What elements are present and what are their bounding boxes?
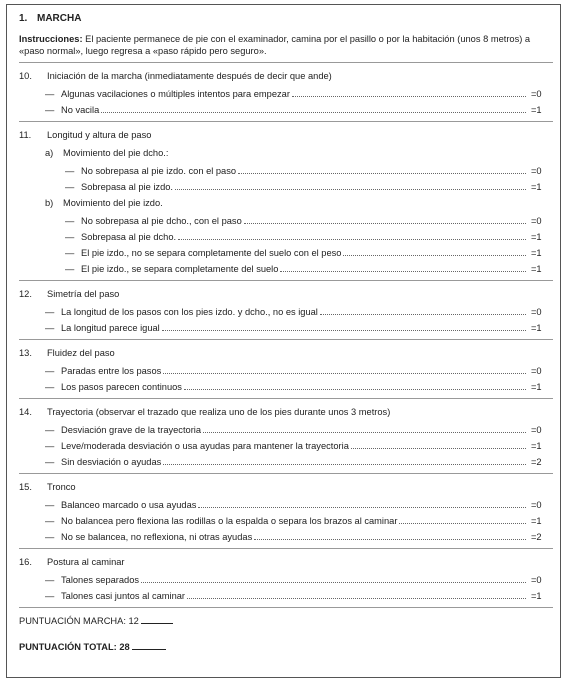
sub-item-title <box>45 197 553 209</box>
option-value: =1 <box>531 248 542 258</box>
option-dash: — <box>45 89 55 99</box>
option-value: =2 <box>531 457 542 467</box>
option-value: =0 <box>531 425 542 435</box>
form-frame <box>6 4 561 678</box>
option-row <box>19 181 553 193</box>
option-text: No sobrepasa al pie dcho., con el paso <box>81 216 242 226</box>
option-text: Sobrepasa al pie izdo. <box>81 182 173 192</box>
option-row <box>19 381 553 393</box>
dot-leader <box>203 431 526 433</box>
option-row <box>19 574 553 586</box>
item-number: 15. <box>19 482 32 492</box>
dot-leader <box>320 313 526 315</box>
option-value: =0 <box>531 216 542 226</box>
item-title <box>19 347 553 359</box>
option-text: Leve/moderada desviación o usa ayudas para mantener la trayectoria <box>61 441 349 451</box>
option-value: =1 <box>531 516 542 526</box>
option-text: Sobrepasa al pie dcho. <box>81 232 177 242</box>
option-dash: — <box>45 382 55 392</box>
option-row <box>19 104 553 116</box>
option-text: No sobrepasa al pie izdo. con el paso <box>81 166 237 176</box>
option-value: =1 <box>531 382 542 392</box>
option-text: No vacila <box>61 105 100 115</box>
option-dash: — <box>45 307 55 317</box>
item-number: 16. <box>19 557 32 567</box>
sub-item-title-text: Movimiento del pie dcho.: <box>63 148 169 158</box>
option-text: La longitud de los pasos con los pies izdo. y dcho., no es igual <box>61 307 318 317</box>
option-dash: — <box>65 166 75 176</box>
sub-item-letter: a) <box>45 148 54 158</box>
item-number: 10. <box>19 71 32 81</box>
option-value: =0 <box>531 166 542 176</box>
dot-leader <box>141 581 526 583</box>
option-value: =1 <box>531 441 542 451</box>
dot-leader <box>254 538 526 540</box>
section-divider <box>19 548 553 549</box>
section-divider <box>19 121 553 122</box>
option-value: =0 <box>531 307 542 317</box>
option-dash: — <box>45 457 55 467</box>
item-title-text: Trayectoria (observar el trazado que realiza uno de los pies durante unos 3 metros) <box>47 407 391 417</box>
section-divider <box>19 473 553 474</box>
option-row <box>19 590 553 602</box>
option-dash: — <box>65 216 75 226</box>
option-dash: — <box>45 425 55 435</box>
dot-leader <box>187 597 526 599</box>
option-value: =1 <box>531 182 542 192</box>
sub-item-letter: b) <box>45 198 54 208</box>
dot-leader <box>101 111 526 113</box>
dot-leader <box>163 463 526 465</box>
option-row <box>19 306 553 318</box>
option-value: =1 <box>531 323 542 333</box>
form-content <box>19 13 553 653</box>
option-row <box>19 531 553 543</box>
option-text: Talones separados <box>61 575 140 585</box>
section-title: MARCHA <box>37 13 82 24</box>
dot-leader <box>238 172 526 174</box>
item-title-text: Fluidez del paso <box>47 348 115 358</box>
score-total-line <box>132 649 166 650</box>
option-text: Paradas entre los pasos <box>61 366 162 376</box>
option-row <box>19 263 553 275</box>
option-dash: — <box>45 323 55 333</box>
option-row <box>19 365 553 377</box>
score-gait-text: PUNTUACIÓN MARCHA: 12 <box>19 616 139 626</box>
option-dash: — <box>65 248 75 258</box>
option-text: Algunas vacilaciones o múltiples intentos para empezar <box>61 89 290 99</box>
option-value: =1 <box>531 264 542 274</box>
dot-leader <box>343 254 526 256</box>
option-text: La longitud parece igual <box>61 323 160 333</box>
option-row <box>19 247 553 259</box>
item-title-text: Tronco <box>47 482 76 492</box>
sub-item-title <box>45 147 553 159</box>
option-text: Sin desviación o ayudas <box>61 457 162 467</box>
option-text: Balanceo marcado o usa ayudas <box>61 500 197 510</box>
dot-leader <box>292 95 526 97</box>
option-row <box>19 165 553 177</box>
dot-leader <box>198 506 526 508</box>
option-value: =0 <box>531 366 542 376</box>
option-value: =1 <box>531 591 542 601</box>
option-text: El pie izdo., no se separa completamente del suelo con el peso <box>81 248 342 258</box>
section-divider <box>19 398 553 399</box>
option-dash: — <box>45 532 55 542</box>
dot-leader <box>163 372 526 374</box>
dot-leader <box>280 270 526 272</box>
dot-leader <box>184 388 526 390</box>
option-row <box>19 499 553 511</box>
option-row <box>19 440 553 452</box>
dot-leader <box>162 329 526 331</box>
instructions-text: El paciente permanece de pie con el examinador, camina por el pasillo o por la habitación (unos 8 metros) a «paso normal», luego regresa a «paso rápido pero seguro». <box>19 34 531 56</box>
option-text: El pie izdo., se separa completamente del suelo <box>81 264 279 274</box>
score-total-text: PUNTUACIÓN TOTAL: 28 <box>19 642 130 652</box>
option-row <box>19 322 553 334</box>
score-total <box>19 641 553 653</box>
dot-leader <box>244 222 526 224</box>
option-text: No balancea pero flexiona las rodillas o la espalda o separa los brazos al caminar <box>61 516 398 526</box>
option-dash: — <box>65 182 75 192</box>
section-heading <box>19 13 553 25</box>
item-title-text: Postura al caminar <box>47 557 125 567</box>
option-value: =0 <box>531 500 542 510</box>
option-row <box>19 456 553 468</box>
option-value: =0 <box>531 575 542 585</box>
option-text: Talones casi juntos al caminar <box>61 591 186 601</box>
option-row <box>19 215 553 227</box>
option-dash: — <box>45 575 55 585</box>
instructions-label: Instrucciones: <box>19 34 83 44</box>
option-dash: — <box>45 105 55 115</box>
item-number: 12. <box>19 289 32 299</box>
dot-leader <box>175 188 526 190</box>
items-list <box>19 62 553 608</box>
option-dash: — <box>45 441 55 451</box>
item-title <box>19 556 553 568</box>
section-divider <box>19 339 553 340</box>
item-title-text: Iniciación de la marcha (inmediatamente después de decir que ande) <box>47 71 332 81</box>
score-gait <box>19 615 553 627</box>
dot-leader <box>351 447 526 449</box>
option-value: =1 <box>531 105 542 115</box>
option-row <box>19 88 553 100</box>
option-row <box>19 424 553 436</box>
option-row <box>19 515 553 527</box>
option-text: Desviación grave de la trayectoria <box>61 425 202 435</box>
section-number: 1. <box>19 13 28 24</box>
option-dash: — <box>45 516 55 526</box>
option-text: No se balancea, no reflexiona, ni otras ayudas <box>61 532 253 542</box>
section-divider <box>19 607 553 608</box>
item-title <box>19 70 553 82</box>
item-title <box>19 288 553 300</box>
item-number: 11. <box>19 130 32 140</box>
option-value: =0 <box>531 89 542 99</box>
section-divider <box>19 62 553 63</box>
option-row <box>19 231 553 243</box>
dot-leader <box>399 522 526 524</box>
option-dash: — <box>65 232 75 242</box>
item-title <box>19 481 553 493</box>
option-dash: — <box>45 591 55 601</box>
item-number: 14. <box>19 407 32 417</box>
dot-leader <box>178 238 526 240</box>
sub-item-title-text: Movimiento del pie izdo. <box>63 198 163 208</box>
item-title <box>19 129 553 141</box>
option-value: =1 <box>531 232 542 242</box>
option-value: =2 <box>531 532 542 542</box>
score-gait-line <box>141 623 173 624</box>
option-text: Los pasos parecen continuos <box>61 382 182 392</box>
option-dash: — <box>65 264 75 274</box>
item-title-text: Longitud y altura de paso <box>47 130 152 140</box>
option-dash: — <box>45 366 55 376</box>
item-number: 13. <box>19 348 32 358</box>
instructions <box>19 33 553 57</box>
item-title-text: Simetría del paso <box>47 289 120 299</box>
option-dash: — <box>45 500 55 510</box>
section-divider <box>19 280 553 281</box>
item-title <box>19 406 553 418</box>
